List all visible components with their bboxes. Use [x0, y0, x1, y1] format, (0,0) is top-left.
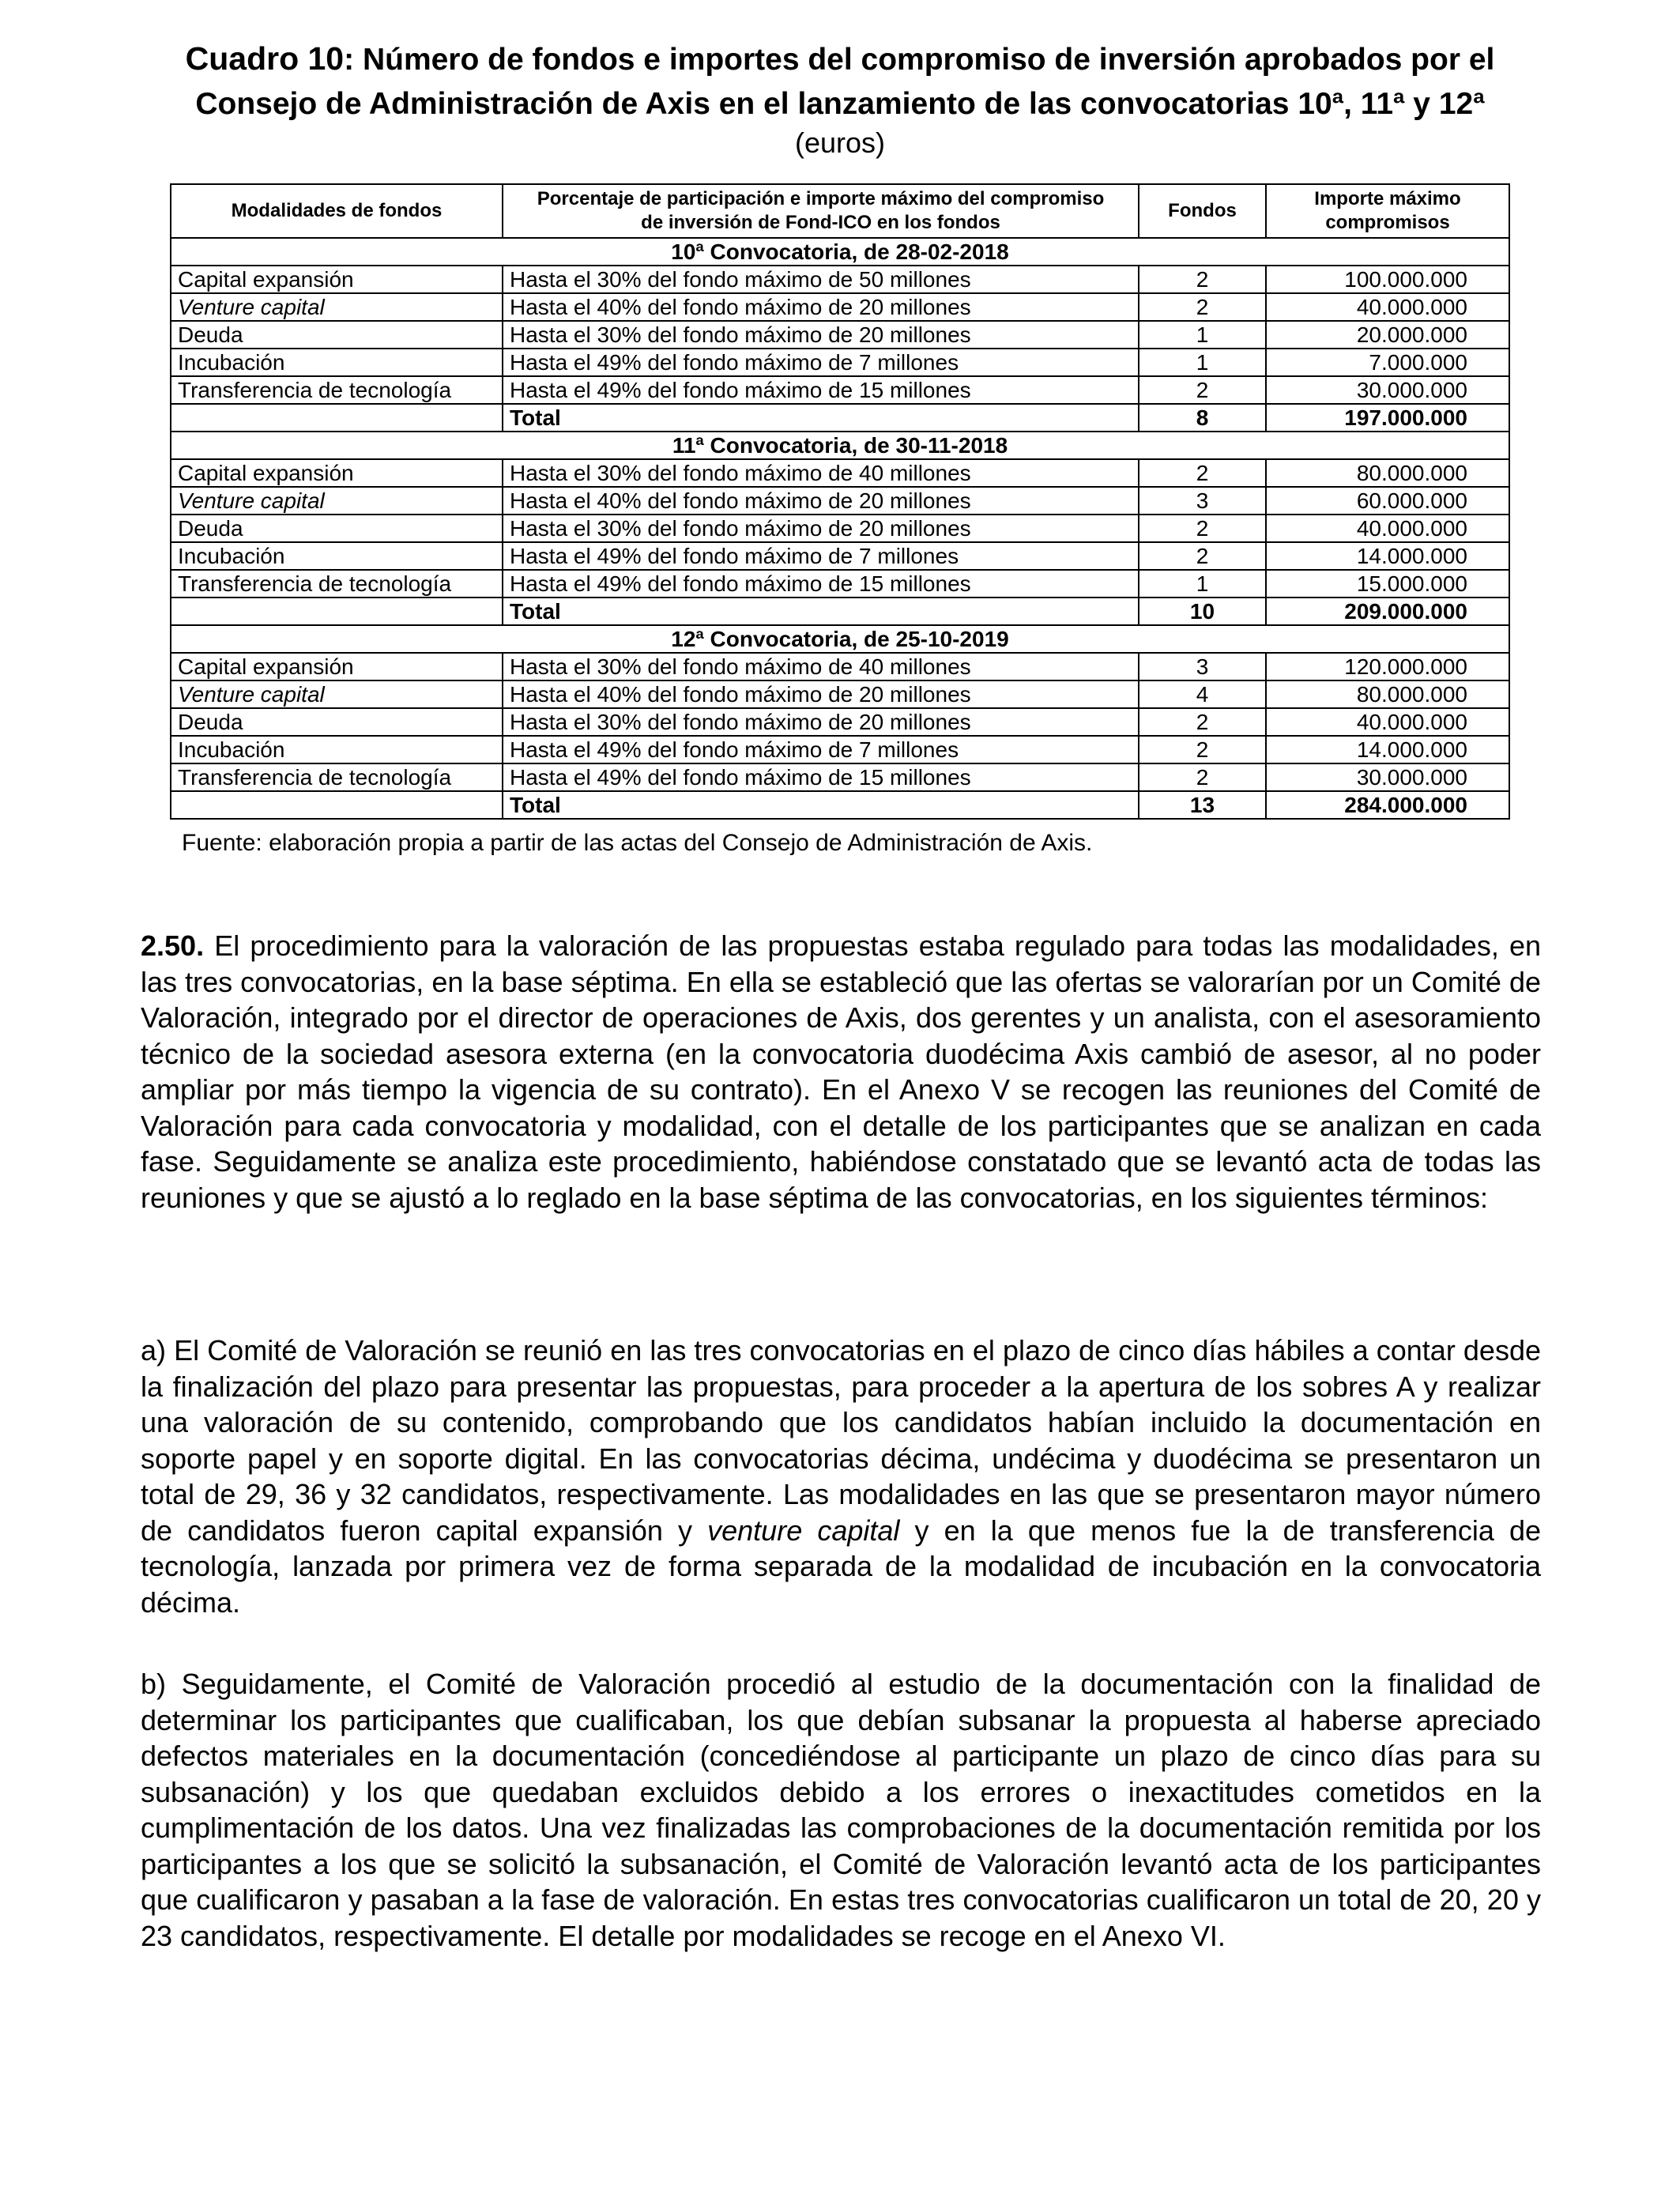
table-row: [171, 542, 1509, 570]
section-title: 10ª Convocatoria, de 28-02-2018: [171, 238, 1509, 266]
table-row: [171, 321, 1509, 349]
cell-modalidad: Capital expansión: [171, 459, 503, 487]
cell-porcentaje: Hasta el 49% del fondo máximo de 15 millones: [503, 376, 1139, 404]
cell-importe: 40.000.000: [1266, 515, 1509, 542]
total-label: Total: [503, 598, 1139, 625]
cell-fondos: 3: [1139, 487, 1266, 515]
cell-modalidad: Venture capital: [171, 293, 503, 321]
total-row: [171, 404, 1509, 432]
table-row: [171, 680, 1509, 708]
header-importe-line1: Importe máximo: [1314, 188, 1461, 209]
cell-porcentaje: Hasta el 30% del fondo máximo de 40 millones: [503, 653, 1139, 680]
cell-modalidad: Deuda: [171, 515, 503, 542]
cell-modalidad: Deuda: [171, 708, 503, 736]
table-row: [171, 570, 1509, 598]
table-row: [171, 266, 1509, 293]
cell-fondos: 2: [1139, 376, 1266, 404]
paragraph-text: b) Seguidamente, el Comité de Valoración procedió al estudio de la documentación con la finalidad de determinar los participantes que cualificaban, los que debían subsanar la propuesta al haberse apreciado defectos materiales en la documentación (concediéndose al participante un plazo de cinco días para su subsanación) y los que quedaban excluidos debido a los errores o inexactitudes cometidos en la cumplimentación de los datos. Una vez finalizadas las comprobaciones de la documentación remitida por los participantes a los que se solicitó la subsanación, el Comité de Valoración levantó acta de los participantes que cualificaron y pasaban a la fase de valoración. En estas tres convocatorias cualificaron un total de 20, 20 y 23 candidatos, respectivamente. El detalle por modalidades se recoge en el Anexo VI.: [141, 1668, 1541, 1952]
cell-porcentaje: Hasta el 40% del fondo máximo de 20 millones: [503, 680, 1139, 708]
cell-importe: 30.000.000: [1266, 763, 1509, 791]
cell-importe: 80.000.000: [1266, 680, 1509, 708]
cell-porcentaje: Hasta el 30% del fondo máximo de 20 millones: [503, 515, 1139, 542]
cell-porcentaje: Hasta el 49% del fondo máximo de 7 millones: [503, 542, 1139, 570]
total-row: [171, 791, 1509, 819]
caption-text-line2: Consejo de Administración de Axis en el lanzamiento de las convocatorias 10ª, 11ª y 12ª: [195, 87, 1485, 121]
cell-fondos: 1: [1139, 321, 1266, 349]
cell-importe: 60.000.000: [1266, 487, 1509, 515]
table-row: [171, 376, 1509, 404]
total-label: Total: [503, 791, 1139, 819]
header-porcentaje-line2: de inversión de Fond-ICO en los fondos: [641, 212, 1000, 233]
cell-importe: 120.000.000: [1266, 653, 1509, 680]
cell-importe: 15.000.000: [1266, 570, 1509, 598]
section-row: [171, 432, 1509, 459]
total-row: [171, 598, 1509, 625]
paragraph-text: a) El Comité de Valoración se reunió en las tres convocatorias en el plazo de cinco días hábiles a contar desde la finalización del plazo para presentar las propuestas, para proceder a la apertura de los sobres A y realizar una valoración de su contenido, comprobando que los candidatos habían incluido la documentación en soporte papel y en soporte digital. En las convocatorias décima, undécima y duodécima se presentaron un total de 29, 36 y 32 candidatos, respectivamente. Las modalidades en las que se presentaron mayor número de candidatos fueron capital expansión y: [141, 1334, 1541, 1547]
table-row: [171, 763, 1509, 791]
cell-modalidad: Incubación: [171, 736, 503, 763]
cell-importe: 14.000.000: [1266, 542, 1509, 570]
cell-empty: [171, 598, 503, 625]
total-label: Total: [503, 404, 1139, 432]
cell-modalidad: Capital expansión: [171, 653, 503, 680]
section-row: [171, 625, 1509, 653]
cell-modalidad: Incubación: [171, 349, 503, 376]
cell-porcentaje: Hasta el 30% del fondo máximo de 20 millones: [503, 321, 1139, 349]
cell-importe: 20.000.000: [1266, 321, 1509, 349]
cell-modalidad: Venture capital: [171, 487, 503, 515]
cell-empty: [171, 791, 503, 819]
cell-modalidad: Venture capital: [171, 680, 503, 708]
table-row: [171, 515, 1509, 542]
cell-fondos: 2: [1139, 708, 1266, 736]
cell-porcentaje: Hasta el 49% del fondo máximo de 15 millones: [503, 763, 1139, 791]
cell-importe: 7.000.000: [1266, 349, 1509, 376]
header-importe: [1266, 184, 1509, 238]
cell-importe: 100.000.000: [1266, 266, 1509, 293]
cell-modalidad: Transferencia de tecnología: [171, 570, 503, 598]
paragraph-text: y en la que menos fue la de transferencia de tecnología, lanzada por primera vez de forma separada de la modalidad de incubación en la convocatoria décima.: [141, 1514, 1542, 1619]
cell-modalidad: Deuda: [171, 321, 503, 349]
header-modalidad: Modalidades de fondos: [171, 184, 503, 238]
header-porcentaje-line1: Porcentaje de participación e importe máximo del compromiso: [537, 188, 1105, 209]
table-row: [171, 653, 1509, 680]
header-fondos: Fondos: [1139, 184, 1266, 238]
paragraph-number: 2.50.: [141, 929, 205, 962]
cell-fondos: 2: [1139, 542, 1266, 570]
caption-label: Cuadro 10: [185, 40, 345, 77]
cell-fondos: 2: [1139, 293, 1266, 321]
table-row: [171, 708, 1509, 736]
table-caption: [119, 36, 1561, 126]
cell-modalidad: Capital expansión: [171, 266, 503, 293]
cell-modalidad: Incubación: [171, 542, 503, 570]
total-importe: 284.000.000: [1266, 791, 1509, 819]
table-header-row: [171, 184, 1509, 238]
table-row: [171, 459, 1509, 487]
funds-table: [170, 183, 1510, 820]
section-row: [171, 238, 1509, 266]
table-row: [171, 349, 1509, 376]
cell-fondos: 2: [1139, 736, 1266, 763]
cell-fondos: 2: [1139, 459, 1266, 487]
total-importe: 209.000.000: [1266, 598, 1509, 625]
cell-porcentaje: Hasta el 30% del fondo máximo de 20 millones: [503, 708, 1139, 736]
section-title: 11ª Convocatoria, de 30-11-2018: [171, 432, 1509, 459]
cell-fondos: 1: [1139, 349, 1266, 376]
cell-fondos: 2: [1139, 266, 1266, 293]
cell-modalidad: Transferencia de tecnología: [171, 376, 503, 404]
cell-importe: 80.000.000: [1266, 459, 1509, 487]
cell-fondos: 4: [1139, 680, 1266, 708]
paragraph-text: El procedimiento para la valoración de las propuestas estaba regulado para todas las modalidades, en las tres convocatorias, en la base séptima. En ella se estableció que las ofertas se valorarían por un Comité de Valoración, integrado por el director de operaciones de Axis, dos gerentes y un analista, con el asesoramiento técnico de la sociedad asesora externa (en la convocatoria duodécima Axis cambió de asesor, al no poder ampliar por más tiempo la vigencia de su contrato). En el Anexo V se recogen las reuniones del Comité de Valoración para cada convocatoria y modalidad, con el detalle de los participantes que se analizan en cada fase. Seguidamente se analiza este procedimiento, habiéndose constatado que se levantó acta de todas las reuniones y que se ajustó a lo reglado en la base séptima de las convocatorias, en los siguientes términos:: [141, 929, 1541, 1214]
paragraph-b: [141, 1666, 1541, 1954]
caption-text-line1: Número de fondos e importes del compromiso de inversión aprobados por el: [362, 43, 1495, 77]
table-source-note: Fuente: elaboración propia a partir de las actas del Consejo de Administración de Axis.: [182, 830, 1093, 856]
cell-porcentaje: Hasta el 49% del fondo máximo de 7 millones: [503, 349, 1139, 376]
table-row: [171, 736, 1509, 763]
header-importe-line2: compromisos: [1325, 212, 1450, 233]
cell-fondos: 2: [1139, 763, 1266, 791]
total-importe: 197.000.000: [1266, 404, 1509, 432]
cell-importe: 14.000.000: [1266, 736, 1509, 763]
paragraph-a: [141, 1333, 1541, 1620]
cell-fondos: 3: [1139, 653, 1266, 680]
cell-importe: 40.000.000: [1266, 293, 1509, 321]
cell-modalidad: Transferencia de tecnología: [171, 763, 503, 791]
total-fondos: 13: [1139, 791, 1266, 819]
header-porcentaje: [503, 184, 1139, 238]
cell-fondos: 1: [1139, 570, 1266, 598]
table-row: [171, 293, 1509, 321]
cell-porcentaje: Hasta el 40% del fondo máximo de 20 millones: [503, 293, 1139, 321]
cell-porcentaje: Hasta el 49% del fondo máximo de 7 millones: [503, 736, 1139, 763]
cell-importe: 40.000.000: [1266, 708, 1509, 736]
cell-importe: 30.000.000: [1266, 376, 1509, 404]
total-fondos: 8: [1139, 404, 1266, 432]
cell-porcentaje: Hasta el 30% del fondo máximo de 40 millones: [503, 459, 1139, 487]
cell-porcentaje: Hasta el 30% del fondo máximo de 50 millones: [503, 266, 1139, 293]
units-label: (euros): [794, 126, 886, 159]
paragraph-italic-term: venture capital: [707, 1514, 900, 1547]
section-title: 12ª Convocatoria, de 25-10-2019: [171, 625, 1509, 653]
cell-empty: [171, 404, 503, 432]
cell-porcentaje: Hasta el 49% del fondo máximo de 15 millones: [503, 570, 1139, 598]
total-fondos: 10: [1139, 598, 1266, 625]
cell-porcentaje: Hasta el 40% del fondo máximo de 20 millones: [503, 487, 1139, 515]
cell-fondos: 2: [1139, 515, 1266, 542]
paragraph-2-50: [141, 928, 1541, 1216]
table-row: [171, 487, 1509, 515]
caption-colon: :: [344, 43, 355, 77]
